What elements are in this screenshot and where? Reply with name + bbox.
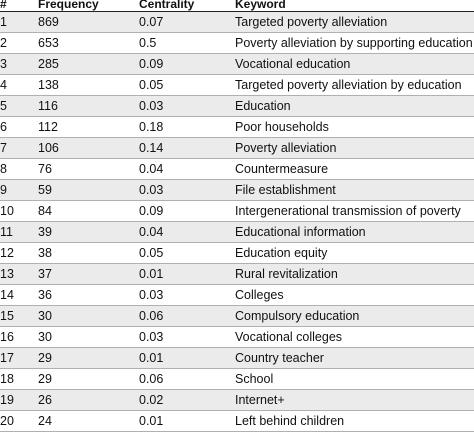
cell-number: 3 <box>0 57 7 71</box>
cell-frequency: 653 <box>38 36 59 50</box>
cell-keyword: Poor households <box>235 120 329 134</box>
header-centrality: Centrality <box>139 0 195 11</box>
table-row <box>0 117 474 138</box>
cell-frequency: 30 <box>38 330 52 344</box>
cell-centrality: 0.03 <box>139 99 164 113</box>
cell-number: 17 <box>0 351 14 365</box>
cell-keyword: Educational information <box>235 225 366 239</box>
cell-frequency: 30 <box>38 309 52 323</box>
table-body <box>0 12 474 432</box>
cell-frequency: 37 <box>38 267 52 281</box>
cell-frequency: 138 <box>38 78 59 92</box>
cell-centrality: 0.09 <box>139 204 164 218</box>
cell-keyword: School <box>235 372 274 386</box>
cell-keyword: Education equity <box>235 246 328 260</box>
cell-number: 18 <box>0 372 14 386</box>
cell-frequency: 38 <box>38 246 52 260</box>
cell-frequency: 39 <box>38 225 52 239</box>
cell-frequency: 29 <box>38 372 52 386</box>
header-frequency: Frequency <box>38 0 99 11</box>
cell-frequency: 29 <box>38 351 52 365</box>
cell-centrality: 0.04 <box>139 162 164 176</box>
cell-number: 10 <box>0 204 14 218</box>
cell-number: 19 <box>0 393 14 407</box>
cell-keyword: Compulsory education <box>235 309 360 323</box>
cell-frequency: 116 <box>38 99 58 113</box>
cell-frequency: 26 <box>38 393 52 407</box>
cell-centrality: 0.06 <box>139 309 164 323</box>
cell-frequency: 112 <box>38 120 58 134</box>
table-row <box>0 264 474 285</box>
cell-number: 11 <box>0 225 13 239</box>
cell-number: 20 <box>0 414 14 428</box>
cell-frequency: 84 <box>38 204 52 218</box>
cell-keyword: Poverty alleviation <box>235 141 337 155</box>
cell-keyword: Targeted poverty alleviation by education <box>235 78 462 92</box>
cell-frequency: 285 <box>38 57 59 71</box>
cell-keyword: Colleges <box>235 288 284 302</box>
table-row <box>0 180 474 201</box>
cell-number: 4 <box>0 78 7 92</box>
cell-centrality: 0.06 <box>139 372 164 386</box>
cell-keyword: Countermeasure <box>235 162 329 176</box>
cell-number: 9 <box>0 183 7 197</box>
table-row <box>0 201 474 222</box>
cell-number: 1 <box>0 15 7 29</box>
cell-centrality: 0.01 <box>139 267 164 281</box>
cell-number: 13 <box>0 267 14 281</box>
cell-frequency: 59 <box>38 183 52 197</box>
table-row <box>0 306 474 327</box>
table-row <box>0 285 474 306</box>
cell-frequency: 36 <box>38 288 52 302</box>
cell-keyword: File establishment <box>235 183 336 197</box>
table-row <box>0 96 474 117</box>
table-row <box>0 33 474 54</box>
cell-centrality: 0.18 <box>139 120 164 134</box>
cell-number: 2 <box>0 36 7 50</box>
table-row <box>0 348 474 369</box>
cell-keyword: Vocational colleges <box>235 330 343 344</box>
cell-centrality: 0.09 <box>139 57 164 71</box>
cell-keyword: Rural revitalization <box>235 267 338 281</box>
table-row <box>0 159 474 180</box>
cell-centrality: 0.01 <box>139 351 164 365</box>
cell-number: 14 <box>0 288 14 302</box>
cell-frequency: 106 <box>38 141 59 155</box>
cell-number: 12 <box>0 246 14 260</box>
cell-keyword: Intergenerational transmission of poverty <box>235 204 461 218</box>
table-row <box>0 54 474 75</box>
cell-centrality: 0.05 <box>139 78 164 92</box>
cell-frequency: 869 <box>38 15 59 29</box>
table-row <box>0 390 474 411</box>
header-keyword: Keyword <box>235 0 286 11</box>
cell-centrality: 0.04 <box>139 225 164 239</box>
cell-frequency: 24 <box>38 414 52 428</box>
cell-centrality: 0.02 <box>139 393 164 407</box>
cell-number: 15 <box>0 309 14 323</box>
cell-centrality: 0.03 <box>139 288 164 302</box>
table-row <box>0 75 474 96</box>
cell-keyword: Targeted poverty alleviation <box>235 15 388 29</box>
cell-centrality: 0.03 <box>139 330 164 344</box>
cell-centrality: 0.07 <box>139 15 164 29</box>
cell-number: 7 <box>0 141 7 155</box>
cell-centrality: 0.05 <box>139 246 164 260</box>
cell-keyword: Education <box>235 99 291 113</box>
cell-keyword: Vocational education <box>235 57 351 71</box>
cell-number: 5 <box>0 99 7 113</box>
table-row <box>0 138 474 159</box>
table-row <box>0 411 474 432</box>
cell-keyword: Internet+ <box>235 393 285 407</box>
cell-centrality: 0.03 <box>139 183 164 197</box>
cell-centrality: 0.01 <box>139 414 164 428</box>
cell-keyword: Poverty alleviation by supporting education <box>235 36 473 50</box>
cell-centrality: 0.5 <box>139 36 157 50</box>
table-row <box>0 369 474 390</box>
table-row <box>0 243 474 264</box>
table-row <box>0 327 474 348</box>
cell-number: 6 <box>0 120 7 134</box>
cell-number: 8 <box>0 162 7 176</box>
table-row <box>0 12 474 33</box>
cell-centrality: 0.14 <box>139 141 164 155</box>
cell-keyword: Country teacher <box>235 351 324 365</box>
cell-keyword: Left behind children <box>235 414 345 428</box>
table-row <box>0 222 474 243</box>
cell-frequency: 76 <box>38 162 52 176</box>
cell-number: 16 <box>0 330 14 344</box>
header-number: # <box>0 0 7 11</box>
